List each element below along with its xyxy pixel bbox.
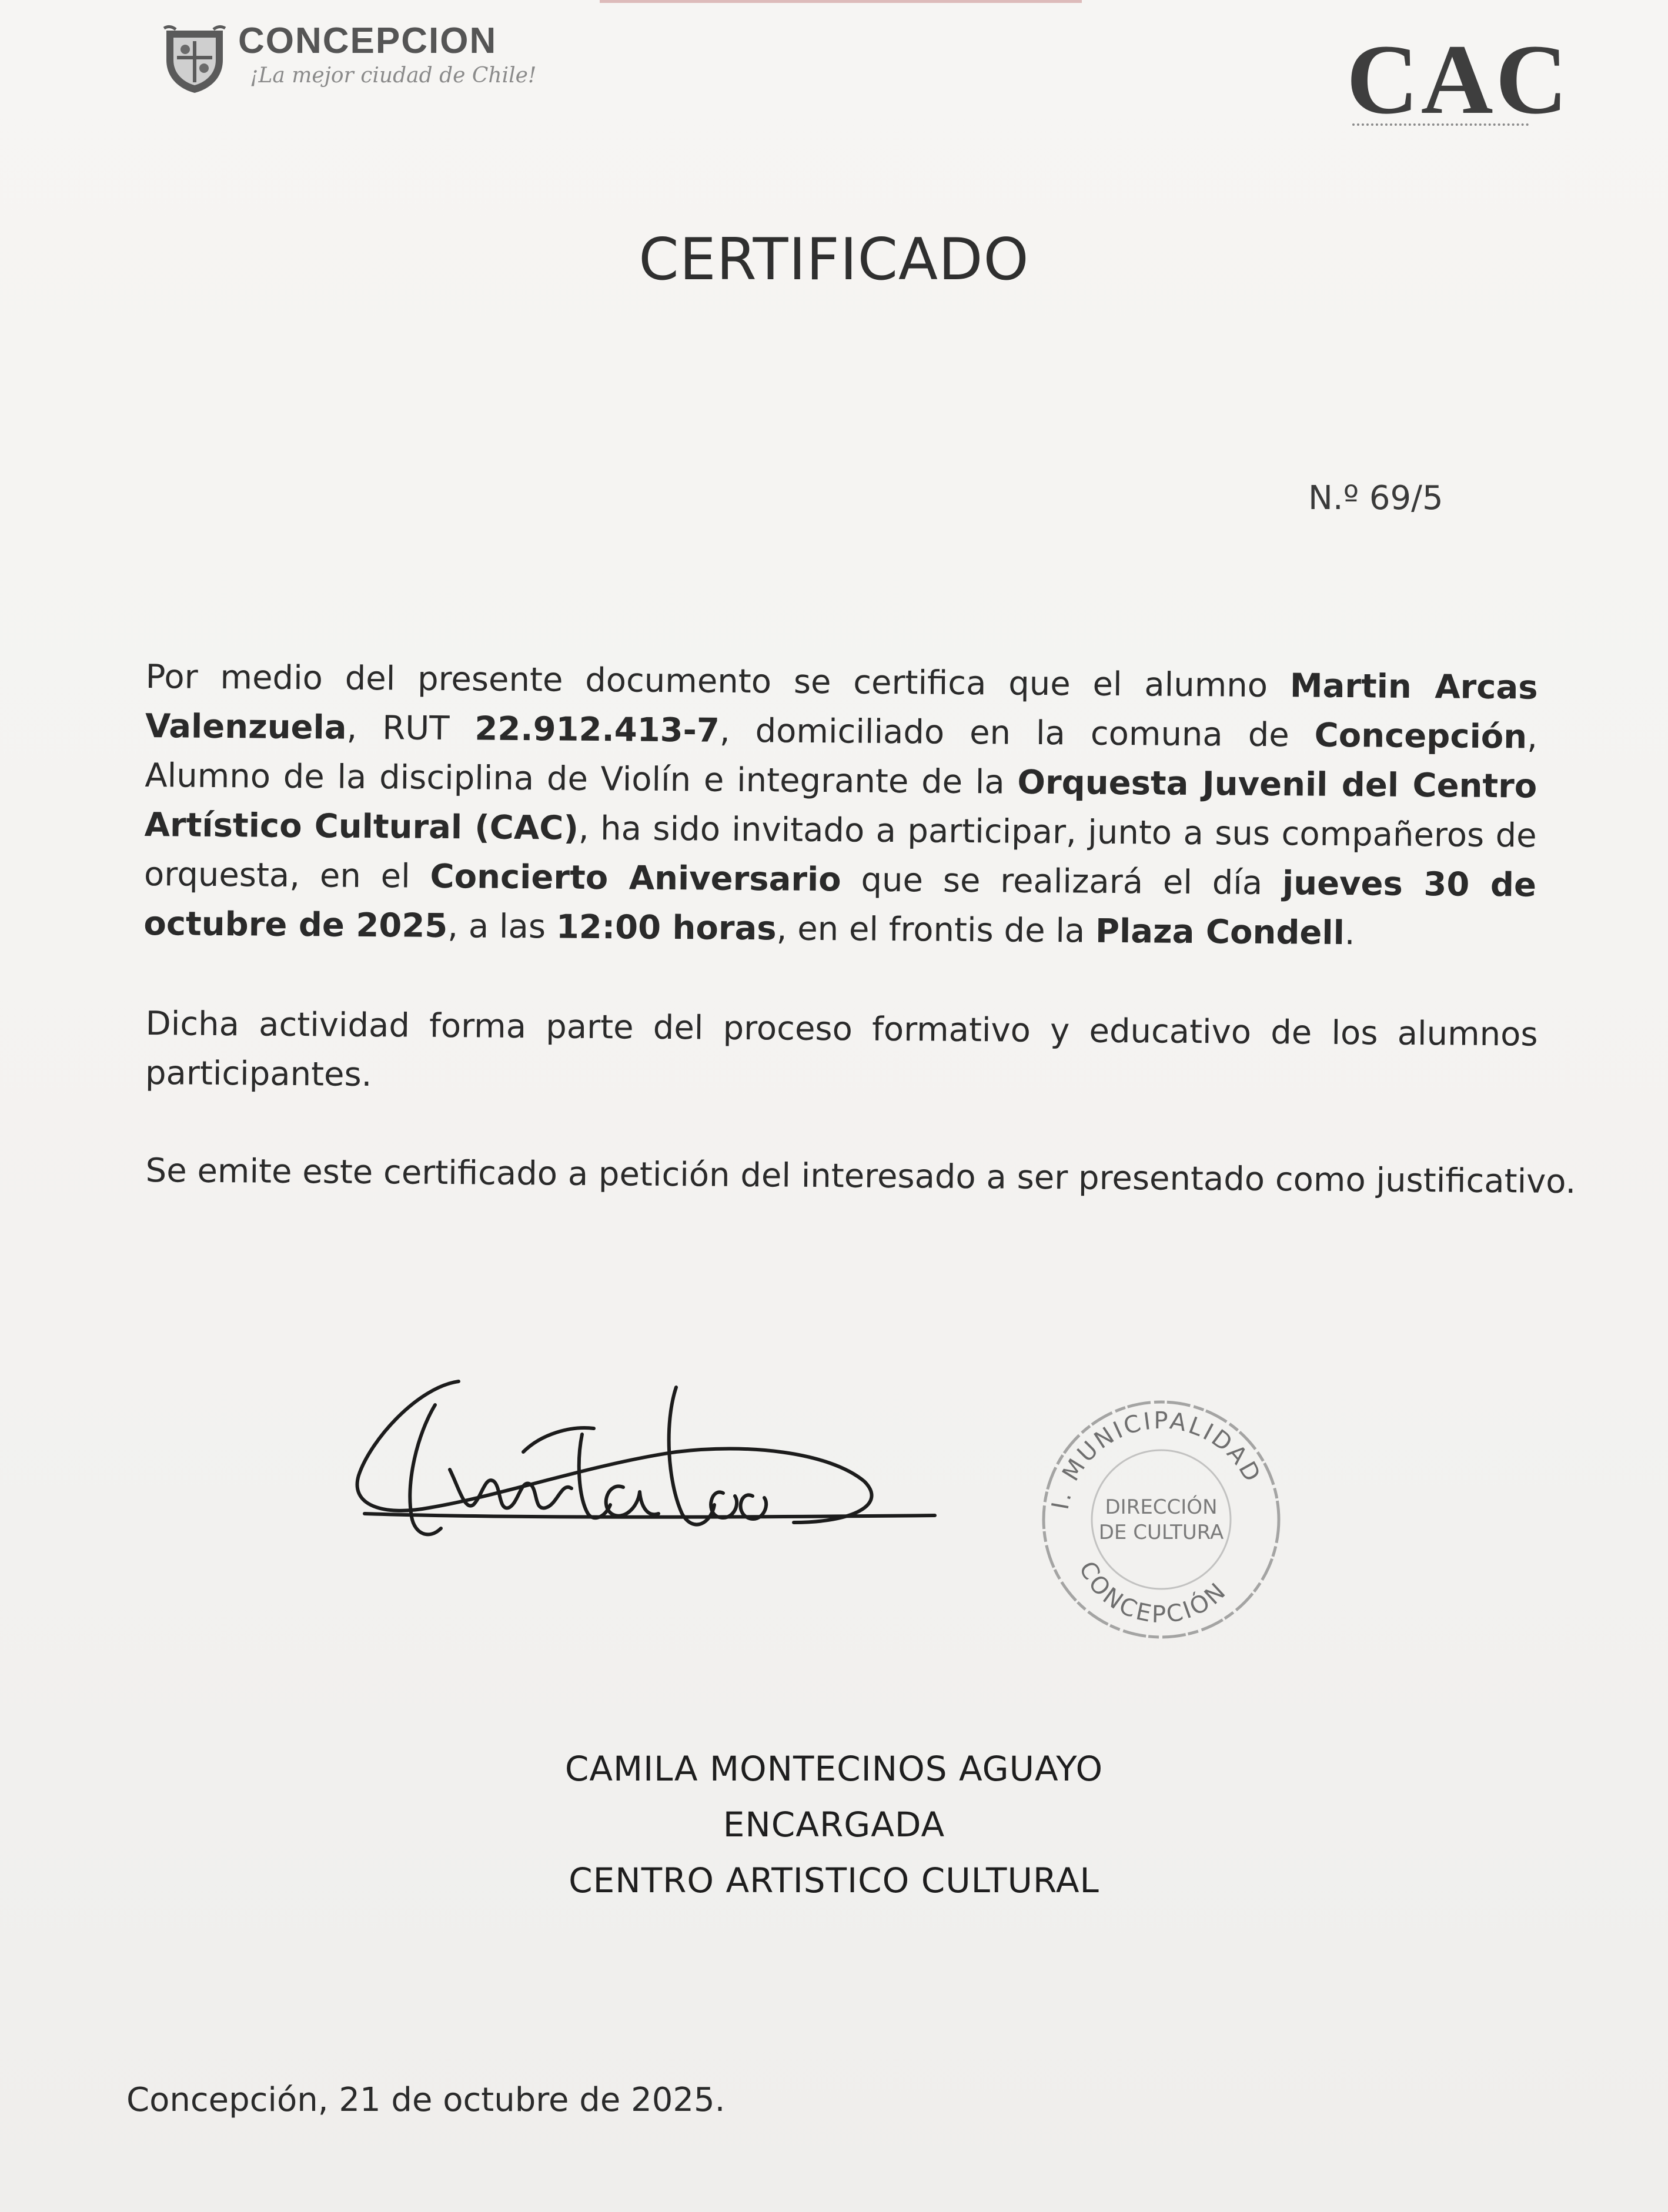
signer-name: CAMILA MONTECINOS AGUAYO [564, 1749, 1104, 1789]
event-date: jueves 30 de octubre de 2025 [143, 864, 1537, 946]
logo-tagline: ¡La mejor ciudad de Chile! [250, 63, 537, 88]
orchestra-name: Orquesta Juvenil del Centro Artístico Cultural (CAC) [144, 763, 1537, 848]
cac-logo-subline [1352, 123, 1529, 130]
logo-name: CONCEPCION [238, 21, 497, 61]
signer-organization: CENTRO ARTISTICO CULTURAL [569, 1860, 1099, 1900]
event-time: 12:00 horas [556, 908, 777, 948]
purpose-paragraph: Se emite este certificado a petición del interesado a ser presentado como justificativo. [145, 1151, 1576, 1202]
activity-paragraph: Dicha actividad forma parte del proceso formativo y educativo de los alumnos participantes. [145, 1004, 1538, 1095]
certification-paragraph: Por medio del presente documento se certifica que el alumno Martin Arcas Valenzuela, RUT 22.912.413-7, domiciliado en la comuna de Concepción, Alumno de la disciplina de Violín e integrante de la Orquesta Juvenil del Centro Artístico Cultural (CAC), ha sido invitado a participar, junto a sus compañeros de orquesta, en el Concierto Aniversario que se realizará el día jueves 30 de octubre de 2025, a las 12:00 horas, en el frontis de la Plaza Condell. [143, 657, 1538, 953]
comuna: Concepción [1314, 716, 1527, 757]
cac-logo-text: CAC [1346, 24, 1570, 135]
signer-role: ENCARGADA [723, 1805, 945, 1845]
handwritten-signature [347, 1364, 941, 1558]
stamp-bottom-text: CONCEPCIÓN [1073, 1557, 1233, 1629]
event-venue: Plaza Condell [1095, 912, 1345, 953]
coat-of-arms-icon [162, 25, 228, 94]
document-title: CERTIFICADO [639, 226, 1029, 293]
document-number: N.º 69/5 [1308, 479, 1443, 517]
event-name: Concierto Aniversario [430, 857, 841, 899]
top-edge-mark [600, 0, 1082, 3]
cac-logo [1346, 24, 1570, 141]
student-name: Martin Arcas Valenzuela [145, 667, 1538, 747]
stamp-inner-line1: DIRECCIÓN [1105, 1495, 1218, 1519]
official-stamp [1032, 1387, 1291, 1646]
stamp-outer-text: I. MUNICIPALIDAD [1047, 1407, 1267, 1512]
student-rut: 22.912.413-7 [474, 710, 720, 750]
stamp-inner-line2: DE CULTURA [1098, 1521, 1224, 1544]
issue-date: Concepción, 21 de octubre de 2025. [126, 2081, 726, 2119]
concepcion-logo [162, 18, 537, 94]
